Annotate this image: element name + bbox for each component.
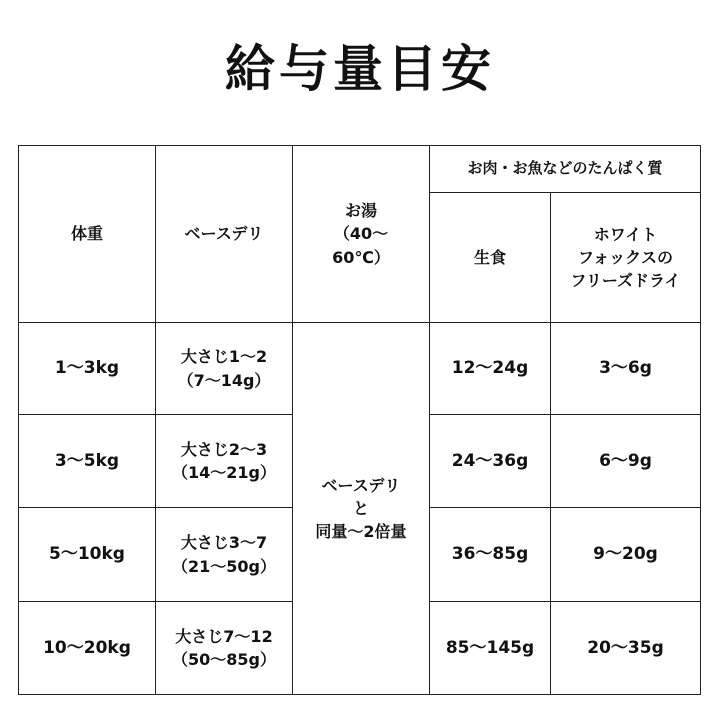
- gram-amount: （50〜85g）: [172, 650, 276, 669]
- header-freeze-dry-line: フリーズドライ: [570, 271, 681, 291]
- hot-water-amount-cell: [293, 323, 430, 695]
- feeding-guide-table: [18, 145, 701, 695]
- header-freeze-dry: [551, 193, 701, 323]
- header-hot-water-line: お湯: [344, 201, 377, 221]
- spoon-amount: 大さじ3〜7: [180, 533, 268, 553]
- gram-amount: （7〜14g）: [177, 370, 271, 390]
- base-deli-cell: [156, 415, 293, 508]
- freeze-dry-cell: 20〜35g: [551, 602, 701, 695]
- header-hot-water: [293, 146, 430, 323]
- spoon-amount: 大さじ7〜12: [175, 626, 273, 646]
- header-raw-food: 生食: [430, 193, 551, 323]
- header-freeze-dry-line: フォックスの: [577, 247, 674, 267]
- gram-amount: （21〜50g）: [172, 556, 276, 576]
- header-hot-water-line: 60℃）: [332, 247, 390, 267]
- weight-cell: 5〜10kg: [19, 508, 156, 602]
- raw-food-cell: 85〜145g: [430, 602, 551, 695]
- freeze-dry-cell: 9〜20g: [551, 508, 701, 602]
- page-title: 給与量目安: [225, 40, 495, 98]
- base-deli-cell: [156, 602, 293, 695]
- table-row: [19, 323, 701, 415]
- gram-amount: （14〜21g）: [172, 463, 276, 482]
- spoon-amount: 大さじ1〜2: [180, 347, 268, 367]
- base-deli-cell: [156, 508, 293, 602]
- hot-water-amount-line: 同量〜2倍量: [315, 522, 407, 542]
- base-deli-cell: [156, 323, 293, 415]
- freeze-dry-cell: 6〜9g: [551, 415, 701, 508]
- header-base-deli: ベースデリ: [156, 146, 293, 323]
- spoon-amount: 大さじ2〜3: [180, 439, 268, 459]
- raw-food-cell: 36〜85g: [430, 508, 551, 602]
- header-hot-water-line: （40〜: [333, 224, 389, 244]
- header-weight: 体重: [19, 146, 156, 323]
- freeze-dry-cell: 3〜6g: [551, 323, 701, 415]
- weight-cell: 3〜5kg: [19, 415, 156, 508]
- hot-water-amount-line: ベースデリ: [321, 475, 401, 495]
- raw-food-cell: 24〜36g: [430, 415, 551, 508]
- raw-food-cell: 12〜24g: [430, 323, 551, 415]
- weight-cell: 1〜3kg: [19, 323, 156, 415]
- weight-cell: 10〜20kg: [19, 602, 156, 695]
- hot-water-amount-line: と: [352, 498, 369, 518]
- header-freeze-dry-line: ホワイト: [593, 224, 658, 244]
- header-protein-group: お肉・お魚などのたんぱく質: [430, 146, 701, 193]
